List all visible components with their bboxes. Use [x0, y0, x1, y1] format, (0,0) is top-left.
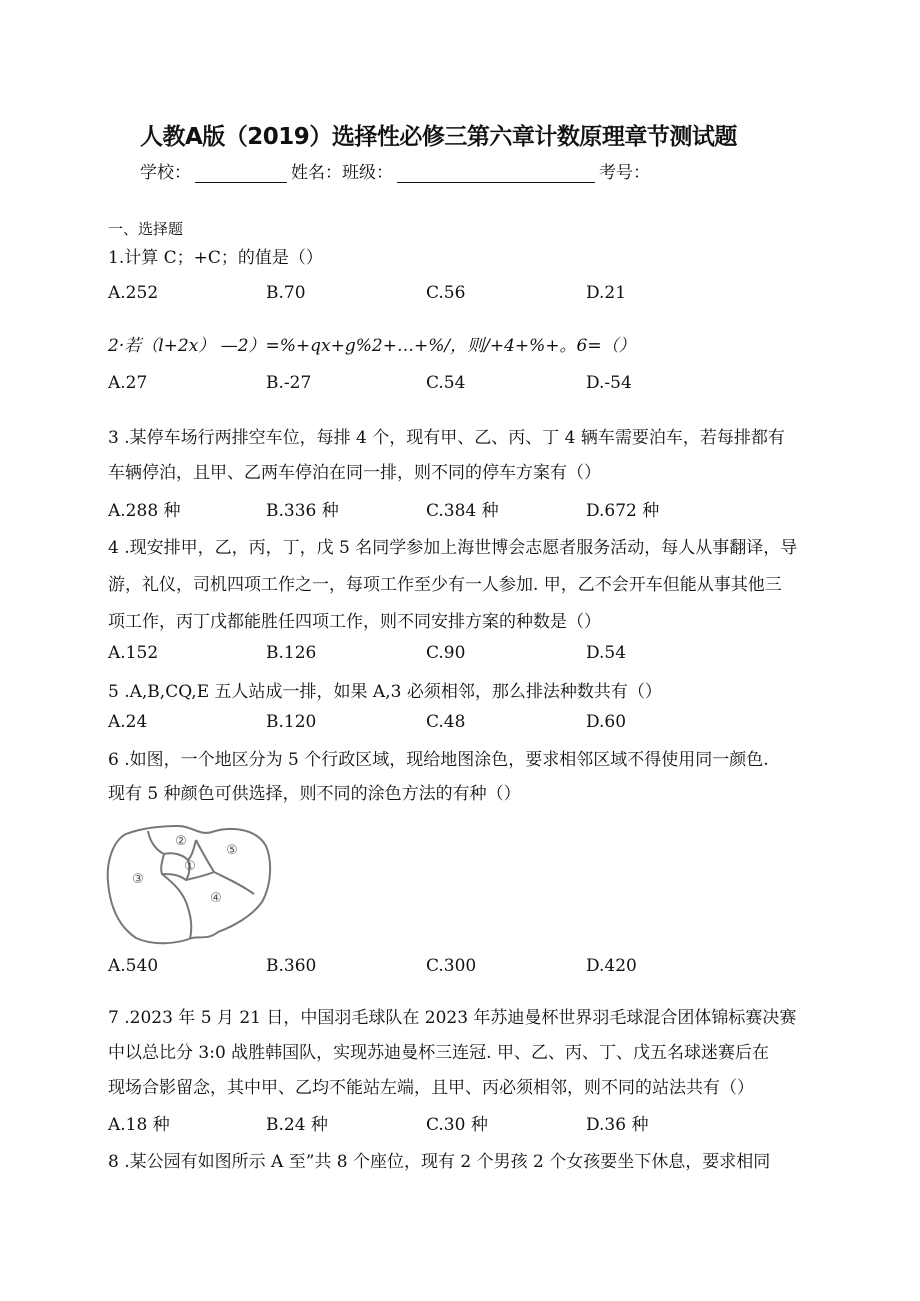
map-label-4: ④	[210, 891, 222, 906]
school-blank	[195, 164, 287, 183]
option-d: D.54	[586, 643, 627, 663]
option-d: D.21	[586, 283, 627, 303]
question-8-text: 8 .某公园有如图所示 A 至”共 8 个座位，现有 2 个男孩 2 个女孩要坐下休息，要求相同	[108, 1152, 771, 1172]
question-5-options	[108, 712, 828, 734]
option-d: D.-54	[586, 373, 632, 393]
option-c: C.90	[426, 643, 466, 663]
option-a: A.152	[108, 643, 159, 663]
region-map-figure	[104, 822, 276, 947]
question-6-line-1: 6 .如图，一个地区分为 5 个行政区域，现给地图涂色，要求相邻区域不得使用同一颜色.	[108, 750, 769, 770]
question-7-line-1: 7 .2023 年 5 月 21 日，中国羽毛球队在 2023 年苏迪曼杯世界羽毛球混合团体锦标赛决赛	[108, 1008, 797, 1028]
student-info-line	[140, 158, 650, 183]
option-d: D.36 种	[586, 1115, 649, 1135]
option-c: C.54	[426, 373, 466, 393]
option-d: D.420	[586, 956, 637, 976]
page-title: 人教A版（2019）选择性必修三第六章计数原理章节测试题	[140, 124, 737, 150]
question-4-line-1: 4 .现安排甲，乙，丙，丁，戊 5 名同学参加上海世博会志愿者服务活动，每人从事翻译，导	[108, 538, 798, 558]
option-a: A.18 种	[108, 1115, 170, 1135]
question-2-options	[108, 373, 828, 395]
option-c: C.384 种	[426, 501, 499, 521]
option-b: B.126	[266, 643, 317, 663]
map-label-3: ③	[132, 872, 144, 887]
school-label: 学校：	[140, 163, 191, 183]
option-a: A.540	[108, 956, 159, 976]
question-6-options	[108, 956, 828, 978]
option-d: D.672 种	[586, 501, 660, 521]
question-4-options	[108, 643, 828, 665]
question-4-line-2: 游，礼仪，司机四项工作之一，每项工作至少有一人参加. 甲，乙不会开车但能从事其他三	[108, 575, 782, 595]
option-c: C.300	[426, 956, 477, 976]
question-3-line-2: 车辆停泊，且甲、乙两车停泊在同一排，则不同的停车方案有（）	[108, 463, 601, 483]
option-b: B.120	[266, 712, 317, 732]
option-b: B.360	[266, 956, 317, 976]
class-blank	[397, 164, 595, 183]
option-a: A.24	[108, 712, 148, 732]
question-1-text: 1.计算 C；+C；的值是（）	[108, 248, 323, 268]
option-c: C.48	[426, 712, 466, 732]
question-3-options	[108, 496, 828, 521]
map-label-2: ②	[175, 834, 187, 849]
question-3-line-1: 3 .某停车场行两排空车位，每排 4 个，现有甲、乙、丙、丁 4 辆车需要泊车，若每排都有	[108, 428, 785, 448]
question-4-line-3: 项工作，丙丁戊都能胜任四项工作，则不同安排方案的种数是（）	[108, 612, 601, 632]
option-b: B.70	[266, 283, 306, 303]
question-2-text: 2·若（l+2x） —2）=%+qx+g%2+…+%/，则/+4+%+。6=（）	[108, 336, 636, 356]
section-title: 一、选择题	[108, 220, 184, 238]
option-a: A.288 种	[108, 501, 181, 521]
option-b: B.336 种	[266, 501, 339, 521]
region-2-border	[148, 831, 196, 860]
question-7-line-2: 中以总比分 3:0 战胜韩国队，实现苏迪曼杯三连冠. 甲、乙、丙、丁、戊五名球迷赛后在	[108, 1043, 769, 1063]
option-d: D.60	[586, 712, 627, 732]
map-label-5: ⑤	[226, 843, 238, 858]
question-7-line-3: 现场合影留念，其中甲、乙均不能站左端，且甲、丙必须相邻，则不同的站法共有（）	[108, 1078, 754, 1098]
question-1-options	[108, 283, 828, 305]
question-5-text: 5 .A,B,CQ,E 五人站成一排，如果 A,3 必须相邻，那么排法种数共有（）	[108, 682, 662, 702]
option-a: A.27	[108, 373, 148, 393]
option-b: B.24 种	[266, 1115, 328, 1135]
class-label: 班级：	[342, 163, 393, 183]
option-c: C.56	[426, 283, 466, 303]
region-3-border	[162, 874, 191, 939]
option-b: B.-27	[266, 373, 312, 393]
exam-number-label: 考号：	[599, 163, 650, 183]
name-label: 姓名：	[291, 163, 342, 183]
option-c: C.30 种	[426, 1115, 488, 1135]
question-7-options	[108, 1110, 828, 1135]
question-6-line-2: 现有 5 种颜色可供选择，则不同的涂色方法的有种（）	[108, 784, 521, 804]
map-label-1: ①	[184, 859, 196, 874]
option-a: A.252	[108, 283, 159, 303]
